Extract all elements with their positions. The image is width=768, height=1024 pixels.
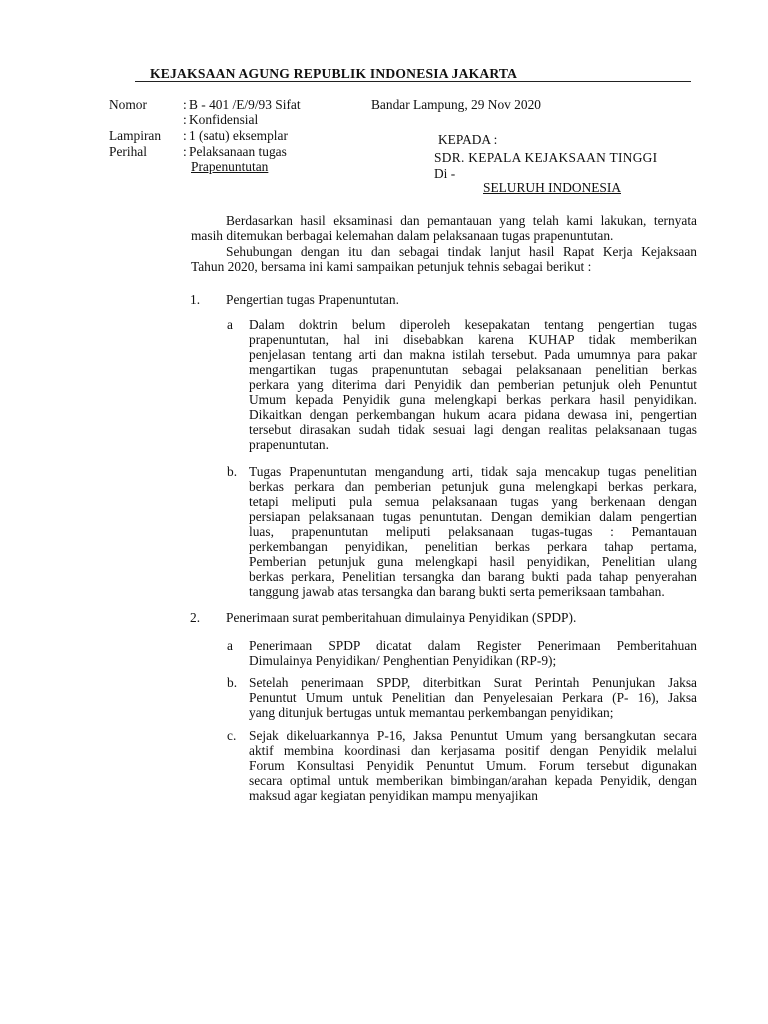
paragraph-line: Penerimaan SPDP dicatat dalam Register Penerimaan Pemberitahuan — [249, 638, 697, 653]
recipient-name: SDR. KEPALA KEJAKSAAN TINGGI — [434, 150, 658, 165]
paragraph-line: yang ditunjuk bertugas untuk memantau perkembangan penyidikan; — [249, 705, 614, 720]
paragraph-line: aktif membina koordinasi dan kerjasama positif dengan Penyidik melalui — [249, 743, 697, 758]
paragraph-line: berkas perkara, Penelitian tersangka dan barang bukti pada tahap penyerahan — [249, 569, 697, 584]
nomor-label: Nomor — [109, 97, 147, 112]
section-2-title: Penerimaan surat pemberitahuan dimulainya Penyidikan (SPDP). — [226, 610, 577, 625]
lampiran-value: 1 (satu) eksemplar — [189, 128, 288, 143]
paragraph-line: Berdasarkan hasil eksaminasi dan pemantauan yang telah kami lakukan, ternyata — [226, 213, 697, 228]
perihal-value: Pelaksanaan tugas — [189, 144, 287, 159]
paragraph-line: perkara yang diterima dari Penyidik dan pemberian petunjuk oleh Penuntut — [249, 377, 697, 392]
paragraph-line: prapenuntutan, hal ini disebabkan karena KUHAP tidak memberikan — [249, 332, 697, 347]
paragraph-line: masih ditemukan berbagai kelemahan dalam pelaksanaan tugas prapenuntutan. — [191, 228, 614, 243]
section-2-item-c-text — [249, 728, 697, 803]
paragraph-line: Sehubungan dengan itu dan sebagai tindak lanjut hasil Rapat Kerja Kejaksaan — [226, 244, 697, 259]
paragraph-line: Tahun 2020, bersama ini kami sampaikan petunjuk tehnis sebagai berikut : — [191, 259, 592, 274]
section-1-item-a-text — [249, 317, 697, 452]
perihal-value-underlined: Prapenuntutan — [191, 159, 269, 174]
recipient-location: SELURUH INDONESIA — [483, 180, 621, 195]
paragraph-line: berkas perkara dan pemberian petunjuk guna melengkapi berkas perkara, — [249, 479, 697, 494]
nomor-colon: : — [183, 97, 187, 112]
paragraph-line: Dikaitkan dengan perkembangan hukum acara pidana dewasa ini, pengertian — [249, 407, 697, 422]
paragraph-line: Forum Konsultasi Penyidik Penuntut Umum. Forum tersebut digunakan — [249, 758, 697, 773]
paragraph-line: Penuntut Umum untuk Penelitian dan Penyelesaian Perkara (P- 16), Jaksa — [249, 690, 697, 705]
paragraph-line: tersebut dirasakan sudah tidak sesuai lagi dengan realitas pelaksanaan tugas — [249, 422, 697, 437]
section-2-item-b-text — [249, 675, 697, 720]
nomor-value: B - 401 /E/9/93 Sifat — [189, 97, 301, 112]
intro-paragraph-2 — [191, 244, 697, 274]
paragraph-line: Pemberian petunjuk guna melengkapi hasil penyidikan, Penelitian ulang — [249, 554, 697, 569]
paragraph-line: penjelasan tentang arti dan makna istilah tersebut. Pada umumnya para pakar — [249, 347, 697, 362]
paragraph-line: Setelah penerimaan SPDP, diterbitkan Surat Perintah Penunjukan Jaksa — [249, 675, 697, 690]
sifat-colon: : — [183, 112, 187, 127]
section-1-item-b-text — [249, 464, 697, 599]
paragraph-line: Dimulainya Penyidikan/ Penghentian Penyidikan (RP-9); — [249, 653, 557, 668]
section-2-number: 2. — [190, 610, 201, 625]
paragraph-line: perkembangan penyidikan, penelitian berkas perkara tahap pertama, — [249, 539, 697, 554]
letterhead-title: KEJAKSAAN AGUNG REPUBLIK INDONESIA JAKARTA — [150, 66, 518, 81]
paragraph-line: Sejak dikeluarkannya P-16, Jaksa Penuntut Umum yang bersangkutan secara — [249, 728, 697, 743]
section-1-number: 1. — [190, 292, 201, 307]
paragraph-line: tetapi meliputi pula semua pelaksanaan tugas yang berkenaan dengan — [249, 494, 697, 509]
paragraph-line: maksud agar kegiatan penyidikan mampu menyajikan — [249, 788, 538, 803]
intro-paragraph-1 — [191, 213, 697, 243]
perihal-label: Perihal — [109, 144, 147, 159]
recipient-kepada: KEPADA : — [438, 132, 498, 147]
place-date: Bandar Lampung, 29 Nov 2020 — [371, 97, 541, 112]
section-2-item-a-text — [249, 638, 697, 668]
section-1-item-a-letter: a — [227, 317, 233, 332]
lampiran-label: Lampiran — [109, 128, 162, 143]
lampiran-colon: : — [183, 128, 187, 143]
paragraph-line: tanggung jawab atas tersangka dan barang bukti serta pemeriksaan tambahan. — [249, 584, 665, 599]
section-2-item-c-letter: c. — [227, 728, 237, 743]
paragraph-line: prapenuntutan. — [249, 437, 329, 452]
section-2-item-b-letter: b. — [227, 675, 238, 690]
section-2-item-a-letter: a — [227, 638, 233, 653]
paragraph-line: secara optimal untuk memberikan bimbingan/arahan kepada Penyidik, dengan — [249, 773, 697, 788]
paragraph-line: Umum kepada Penyidik guna melengkapi berkas perkara hasil penyidikan. — [249, 392, 697, 407]
section-1-title: Pengertian tugas Prapenuntutan. — [226, 292, 399, 307]
paragraph-line: Dalam doktrin belum diperoleh kesepakatan tentang pengertian tugas — [249, 317, 697, 332]
paragraph-line: luas, prapenuntutan meliputi pelaksanaan tugas-tugas : Pemantauan — [249, 524, 697, 539]
paragraph-line: persiapan pelaksanaan tugas penuntutan. Dengan demikian dalam pengertian — [249, 509, 697, 524]
paragraph-line: Tugas Prapenuntutan mengandung arti, tidak saja mencakup tugas penelitian — [249, 464, 697, 479]
letterhead-rule — [135, 81, 691, 82]
sifat-value: Konfidensial — [189, 112, 259, 127]
section-1-item-b-letter: b. — [227, 464, 238, 479]
recipient-di: Di - — [434, 166, 456, 181]
perihal-colon: : — [183, 144, 187, 159]
paragraph-line: mengartikan tugas prapenuntutan sebagai pelaksanaan penelitian berkas — [249, 362, 697, 377]
